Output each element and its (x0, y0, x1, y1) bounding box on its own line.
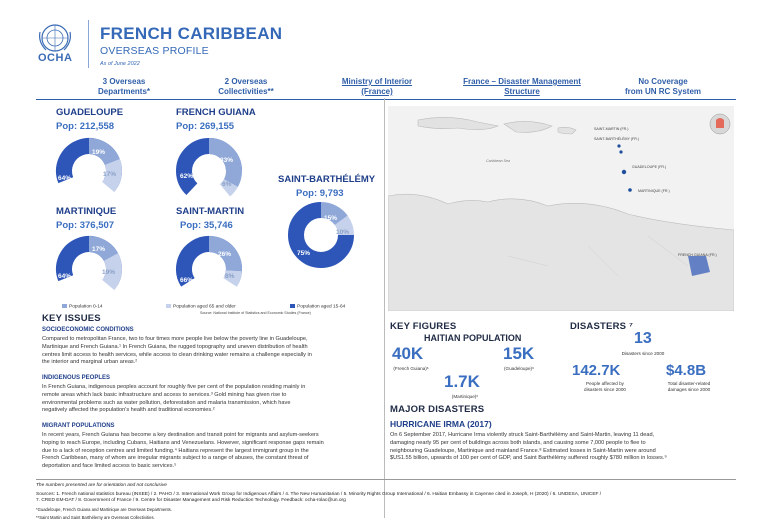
map-graphic (388, 106, 734, 311)
stat-line: No Coverage (638, 77, 688, 86)
text-line: In French Guiana, indigenous peoples account for roughly five per cent of the population residing mainly in (42, 384, 306, 390)
region-pop: Pop: 9,793 (296, 188, 344, 199)
stat-line: (France) (361, 87, 393, 96)
key-issues-heading: KEY ISSUES (42, 313, 101, 324)
pie-label: 17% (103, 171, 117, 178)
date-stamp: As of June 2022 (100, 61, 140, 67)
text-line: French Caribbean, many of whom are irregular migrants subject to a range of abuses, the constant threat of (42, 455, 309, 462)
svg-text:GUADELOUPE (FR.) (632, 165, 666, 169)
pie-label: 66% (180, 277, 194, 284)
text-line: due to a lack of reception centres and limited funding.⁴ Haitians represent the largest immigrant group in the (42, 447, 309, 454)
text-line: negatively affected the population's health and traditional economies.² (42, 407, 215, 414)
people-affected-value: 142.7K (572, 362, 621, 379)
legend-swatch (62, 304, 67, 308)
people-affected-label (570, 381, 640, 392)
disaster-count: 13 (634, 330, 652, 347)
major-disasters-heading: MAJOR DISASTERS (390, 404, 485, 415)
figure-value: 15K (503, 344, 535, 363)
issue-body (42, 336, 382, 367)
stat-line: 3 Overseas (102, 77, 146, 86)
footer-divider (36, 479, 736, 480)
map-label: GUADELOUPE (FR.) (632, 165, 667, 169)
legend-swatch (166, 304, 171, 308)
sources-line: 7. CRED EM-DAT / 8. Government of France / 9. Centre for Disaster Management and Risk Reduction Technology. Feedback: ocha-rolac@un.org (36, 498, 346, 504)
region-name: MARTINIQUE (56, 206, 117, 217)
page-subtitle: OVERSEAS PROFILE (100, 45, 209, 57)
pie-label: 19% (102, 269, 116, 276)
svg-text:Caribbean Sea (486, 159, 510, 163)
stat-line: from UN RC System (624, 87, 701, 96)
pie-label: 17% (92, 246, 106, 253)
stat-line: Structure (504, 87, 540, 96)
pie-label: 64% (58, 175, 72, 182)
map-label: SAINT-MARTIN (FR.) (594, 127, 629, 131)
text-line: the interior and marginal urban areas.² (42, 359, 138, 366)
legend-item-young (62, 304, 103, 309)
sources-line: Sources: 1. French national statistics bureau (INSEE) / 2. PAHO / 3. International Work Group for Indigenous Affairs / 4. The New Humanitarian / 5. Minority Rights Group International / 6. Haitian Embassy in Cayenne cited in Joseph, H (2020) / 6. UNDESA, UNICEF / (36, 492, 602, 497)
pie-label: 6% (222, 181, 232, 188)
text-line: hoping to reach Europe, including Cubans, Haitians and Venezuelans. However, significant response gaps remain (42, 439, 324, 446)
donut-guadeloupe (52, 134, 126, 208)
footer-note-collectivities: **Saint Martin and Saint Barthélemy are Overseas Collectivities. (36, 515, 155, 520)
damages-label (654, 381, 724, 392)
issue-title: INDIGENOUS PEOPLES (42, 375, 111, 381)
pie-label: 64% (58, 273, 72, 280)
disaster-management-link[interactable] (452, 77, 592, 97)
pie-label: 8% (225, 273, 235, 280)
region-pop: Pop: 212,558 (56, 121, 115, 132)
stat-line: France – Disaster Management (463, 77, 581, 86)
text-line: remote areas which lack basic infrastructure and access to services.³ Gold mining has given rise to (42, 391, 287, 398)
region-name: FRENCH GUIANA (176, 107, 256, 118)
pie-label: 10% (336, 229, 350, 236)
text-line: People affected by (586, 381, 624, 386)
issue-title: SOCIOECONOMIC CONDITIONS (42, 327, 134, 333)
event-body (390, 432, 736, 463)
pie-label: 75% (297, 250, 311, 257)
stat-un-coverage (608, 77, 718, 97)
text-line: Martinique and French Guiana.¹ In French Guiana, the rugged topography and uneven distribution of health (42, 343, 308, 350)
ministry-interior-link[interactable] (322, 77, 432, 97)
stat-line: Collectivities** (218, 87, 274, 96)
svg-text:SAINT-BARTHÉLÉMY (FR.) (594, 136, 639, 141)
text-line: deportation and face limited access to basic services.⁵ (42, 463, 177, 470)
region-pop: Pop: 269,155 (176, 121, 235, 132)
event-title: HURRICANE IRMA (2017) (390, 419, 492, 429)
disasters-heading: DISASTERS ⁷ (570, 321, 634, 332)
figure-label: (French Guiana)⁶ (393, 366, 429, 371)
text-line: disasters since 2000 (584, 386, 626, 392)
pie-label: 15% (324, 215, 338, 222)
text-line: environmental problems such as water pollution, deforestation and malaria transmission, which have (42, 399, 291, 406)
region-pop: Pop: 376,507 (56, 220, 115, 231)
donut-martinique (52, 232, 126, 306)
figure-value: 40K (392, 344, 424, 363)
legend-label: Population aged 15-64 (297, 304, 346, 310)
pie-label: 62% (180, 173, 194, 180)
map-label: Caribbean Sea (486, 159, 510, 163)
text-line: Compared to metropolitan France, two to four times more people live below the poverty line in Guadeloupe, (42, 336, 308, 342)
key-figures-heading: KEY FIGURES (390, 321, 457, 332)
pie-label: 26% (218, 251, 232, 258)
issue-body (42, 384, 382, 415)
stat-overseas-collectivities (196, 77, 296, 97)
legend-label: Population 0-14 (69, 304, 103, 310)
region-pop: Pop: 35,746 (180, 220, 233, 231)
text-line: Total disaster-related (667, 381, 711, 386)
pie-label: 33% (220, 157, 234, 164)
footer-note-departments: *Guadeloupe, French Guiana and Martinique are Overseas Departments. (36, 507, 172, 512)
footer-sources (36, 492, 736, 505)
legend-label: Population aged 65 and older (173, 304, 236, 310)
svg-text:MARTINIQUE (FR.) (638, 189, 670, 193)
stat-line: 2 Overseas (224, 77, 268, 86)
legend-source: Source: National Institute of Statistics and Economic Studies (France) (200, 311, 311, 315)
text-line: neighbouring Guadeloupe, Martinique and mainland France.⁸ Estimated losses in Saint-Martin were around (390, 447, 656, 454)
map-label: MARTINIQUE (FR.) (638, 189, 670, 193)
donut-saint-barthelemy (284, 198, 358, 272)
region-map (388, 106, 734, 311)
text-line: damages since 2000 (667, 386, 711, 392)
header-divider (88, 20, 89, 68)
issue-body (42, 432, 382, 471)
stat-overseas-departments (74, 77, 174, 97)
region-name: SAINT-MARTIN (176, 206, 245, 217)
map-label: FRENCH GUIANA (FR.) (678, 253, 717, 257)
donut-french-guiana (172, 134, 246, 208)
svg-text:FRENCH GUIANA (FR.) (678, 253, 717, 257)
disaster-count-label: Disasters since 2000 (621, 351, 665, 356)
column-divider (384, 98, 385, 518)
text-line: On 6 September 2017, Hurricane Irma violently struck Saint-Barthélémy and Saint-Martin, leaving 11 dead, (390, 432, 655, 438)
haitian-population-heading: HAITIAN POPULATION (424, 333, 522, 343)
region-name: SAINT-BARTHÉLÉMY (278, 174, 376, 185)
text-line: In recent years, French Guiana has become a key destination and transit point for migrants and asylum-seekers (42, 432, 319, 438)
stat-line: Departments* (97, 87, 150, 96)
region-name: GUADELOUPE (56, 107, 124, 118)
footer-note: The numbers presented are for orientation and not conclusive (36, 483, 167, 488)
page-title: FRENCH CARIBBEAN (100, 24, 283, 43)
text-line: centres limit access to health services, while access to clean drinking water remains a challenge especially in (42, 351, 312, 358)
legend-swatch (290, 304, 295, 308)
text-line: $US1.55 billion, upwards of 100 per cent of GDP, and Saint Barthélémy suffered roughly $780 million in losses.⁹ (390, 455, 667, 462)
svg-text:SAINT-MARTIN (FR.) (594, 127, 628, 131)
figure-label: (Guadeloupe)⁶ (504, 366, 534, 371)
issue-title: MIGRANT POPULATIONS (42, 423, 115, 429)
figure-label: (Martinique)⁶ (451, 394, 479, 399)
stat-line: Ministry of Interior (341, 77, 413, 86)
legend-item-adult (290, 304, 345, 309)
map-label: SAINT-BARTHÉLÉMY (FR.) (594, 137, 639, 141)
pie-label: 19% (92, 149, 106, 156)
figure-value: 1.7K (444, 372, 480, 391)
legend-item-old (166, 304, 236, 309)
text-line: damaging nearly 95 per cent of buildings across both islands, and causing some 7,000 people to flee to (390, 439, 646, 446)
donut-saint-martin (172, 232, 246, 306)
section-divider (36, 99, 736, 100)
org-name: OCHA (38, 52, 73, 64)
damages-value: $4.8B (666, 362, 707, 379)
